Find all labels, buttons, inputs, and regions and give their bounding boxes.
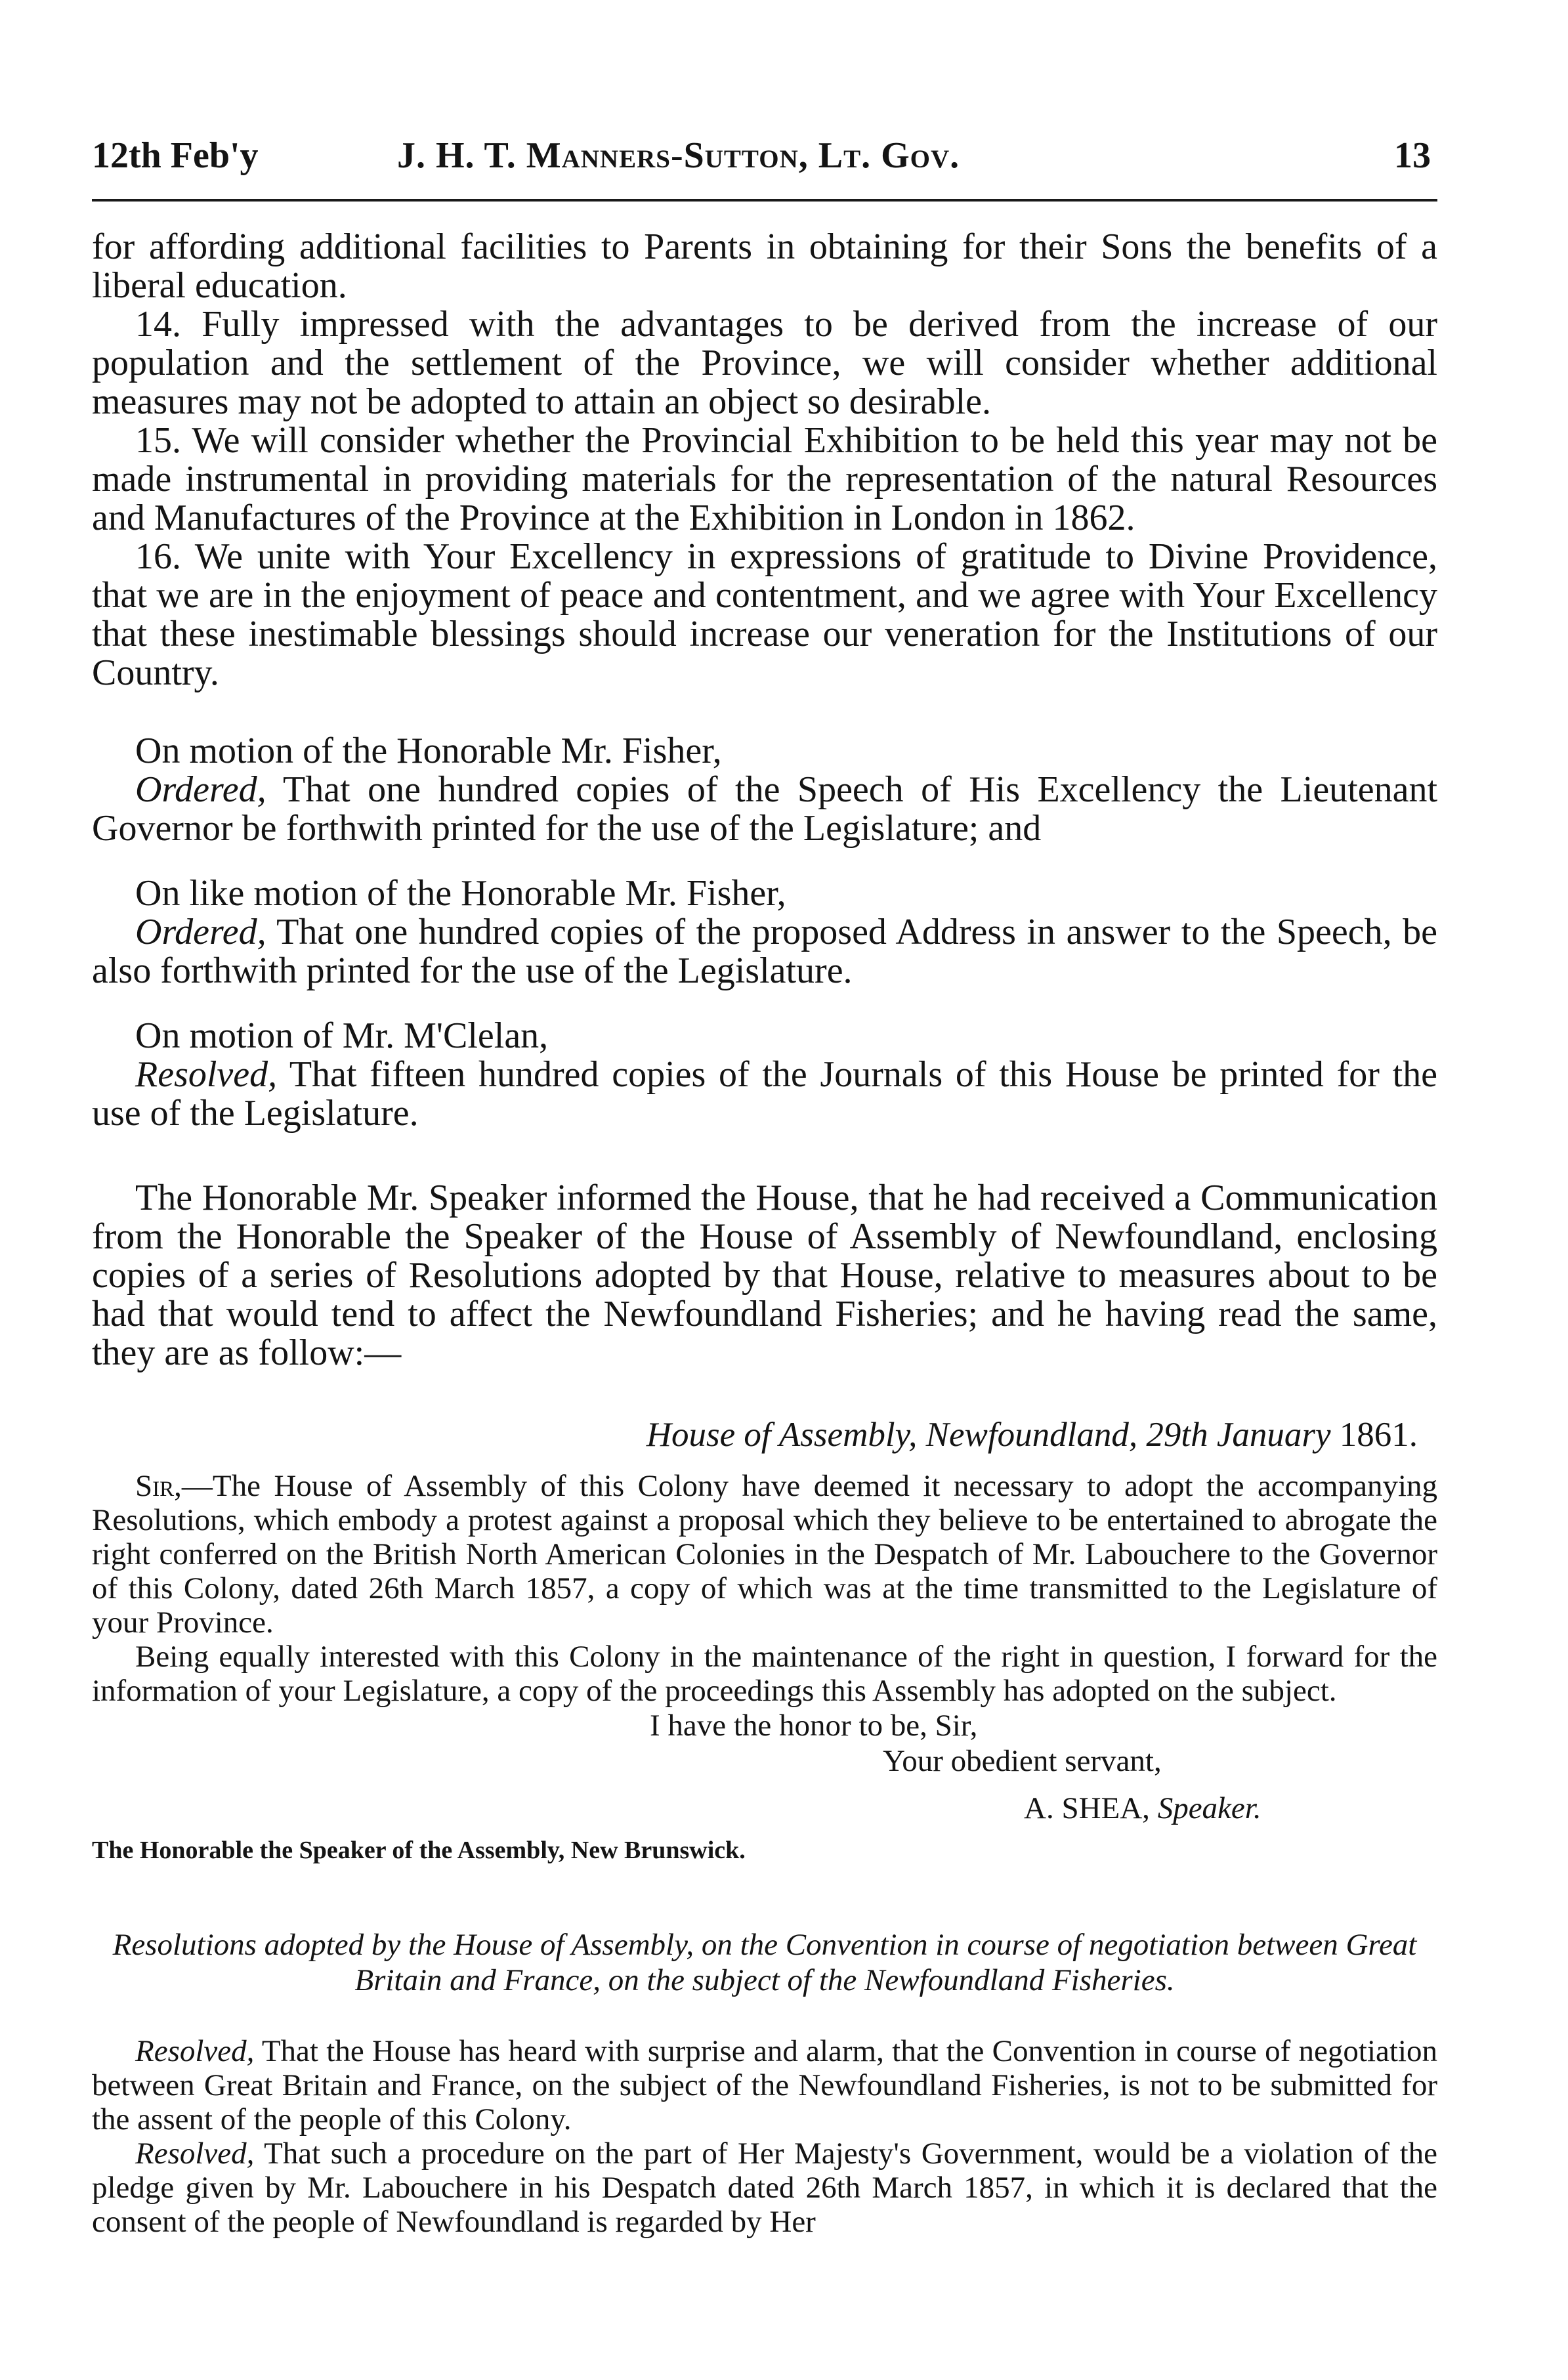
salutation: Sir, xyxy=(135,1469,182,1503)
letter-addressee: The Honorable the Speaker of the Assembly, New Brunswick. xyxy=(92,1837,746,1864)
resolutions-body xyxy=(92,2034,1437,2239)
closing-line-2: Your obedient servant, xyxy=(883,1744,1162,1778)
dateline-place-date: House of Assembly, Newfoundland, 29th January xyxy=(646,1416,1331,1454)
motion-3-resolution xyxy=(92,1055,1437,1133)
motion-3-intro: On motion of Mr. M'Clelan, xyxy=(135,1015,549,1056)
dateline-year: 1861. xyxy=(1330,1416,1418,1454)
resolution-1 xyxy=(92,2034,1437,2136)
resolved-label: Resolved, xyxy=(135,2034,255,2068)
address-paragraph-16: 16. We unite with Your Excellency in expressions of gratitude to Divine Providence, that we are in the enjoyment of peace and contentment, and we agree with Your Excellency that these inestimable blessings should increase our veneration for the Institutions of our Country. xyxy=(92,536,1437,693)
header-rule xyxy=(92,199,1437,202)
letter-body xyxy=(92,1469,1437,1708)
letter-paragraph-2: Being equally interested with this Colony in the maintenance of the right in question, I forward for the information of your Legislature, a copy of the proceedings this Assembly has adopted on the subject. xyxy=(92,1640,1437,1708)
motion-1-text: That one hundred copies of the Speech of His Excellency the Lieutenant Governor be forthwith printed for the use of the Legislature; and xyxy=(92,769,1437,849)
running-header xyxy=(92,128,1437,187)
address-section xyxy=(92,228,1437,1372)
resolution-1-text: That the House has heard with surprise and alarm, that the Convention in course of negotiation between Great Britain and France, on the subject of the Newfoundland Fisheries, is not to be submitted for the assent of the people of this Colony. xyxy=(92,2034,1437,2136)
motion-3-text: That fifteen hundred copies of the Journals of this House be printed for the use of the Legislature. xyxy=(92,1054,1437,1134)
journal-page xyxy=(92,128,1437,2239)
letter-dateline xyxy=(92,1415,1418,1455)
signature xyxy=(92,1791,1437,1826)
header-governor: J. H. T. Manners-Sutton, Lt. Gov. xyxy=(397,135,960,176)
speaker-communication-paragraph: The Honorable Mr. Speaker informed the House, that he had received a Communication from the Honorable the Speaker of the House of Assembly of Newfoundland, enclosing copies of a series of Resolutions adopted by that House, relative to measures about to be had that would tend to affect the Newfoundland Fisheries; and he having read the same, they are as follow:— xyxy=(92,1178,1437,1373)
signature-name: A. SHEA, xyxy=(1024,1791,1150,1825)
address-paragraph-14: 14. Fully impressed with the advantages to be derived from the increase of our population and the settlement of the Province, we will consider whether additional measures may not be adopted to attain an object so desirable. xyxy=(92,304,1437,422)
ordered-label: Ordered, xyxy=(135,769,266,810)
address-paragraph-15: 15. We will consider whether the Provincial Exhibition to be held this year may not be made instrumental in providing materials for the representation of the natural Resources and Manufactures of the Province at the Exhibition in London in 1862. xyxy=(92,420,1437,538)
motion-1-intro: On motion of the Honorable Mr. Fisher, xyxy=(135,731,722,771)
ordered-label: Ordered, xyxy=(135,912,266,952)
resolved-label: Resolved, xyxy=(135,2136,255,2171)
closing-line-1: I have the honor to be, Sir, xyxy=(650,1709,978,1743)
resolution-2-text: That such a procedure on the part of Her Majesty's Government, would be a violation of the pledge given by Mr. Labouchere in his Despatch dated 26th March 1857, in which it is declared that the consent of the people of Newfoundland is regarded by Her xyxy=(92,2136,1437,2239)
resolved-label: Resolved, xyxy=(135,1054,278,1095)
header-date: 12th Feb'y xyxy=(92,135,259,176)
letter-paragraph-1 xyxy=(92,1469,1437,1640)
letter-paragraph-1-text: —The House of Assembly of this Colony have deemed it necessary to adopt the accompanying Resolutions, which embody a protest against a proposal which they believe to be entertained to abrogate the right conferred on the British North American Colonies in the Despatch of Mr. Labouchere to the Governor of this Colony, dated 26th March 1857, a copy of which was at the time transmitted to the Legislature of your Province. xyxy=(92,1469,1437,1640)
resolutions-title: Resolutions adopted by the House of Assembly, on the Convention in course of negotiation between Great Britain and France, on the subject of the Newfoundland Fisheries. xyxy=(112,1928,1417,1997)
resolution-2 xyxy=(92,2136,1437,2239)
motion-2-intro: On like motion of the Honorable Mr. Fisher, xyxy=(135,873,786,914)
motion-2-text: That one hundred copies of the proposed Address in answer to the Speech, be also forthwith printed for the use of the Legislature. xyxy=(92,912,1437,991)
address-paragraph-13-continued: for affording additional facilities to Parents in obtaining for their Sons the benefits of a liberal education. xyxy=(92,226,1437,306)
letter-signoff xyxy=(92,1708,1437,1826)
motion-2-order xyxy=(92,913,1437,990)
page-number: 13 xyxy=(1394,135,1431,176)
motion-1-order xyxy=(92,771,1437,848)
signature-title: Speaker. xyxy=(1157,1791,1261,1825)
